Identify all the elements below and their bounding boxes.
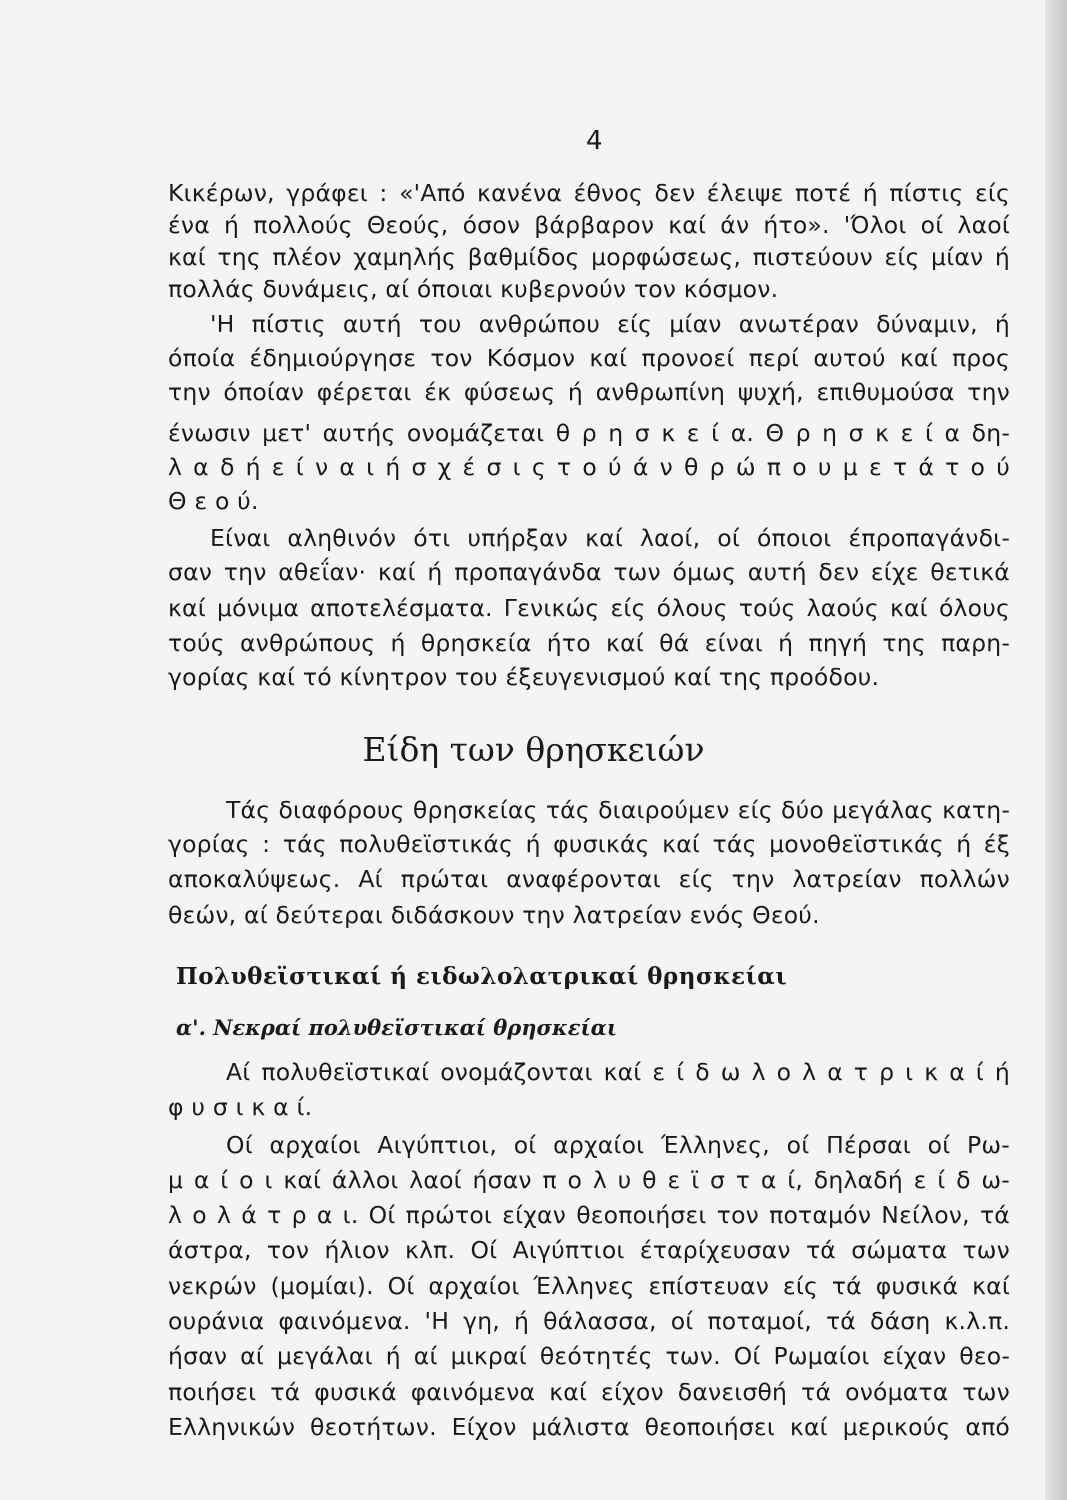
page-number: 4	[586, 126, 603, 156]
text-line: Αί πολυθεϊστικαί ονομάζονται καί ε ί δ ω λ ο λ α τ ρ ι κ α ί ή	[226, 1058, 1010, 1086]
text-line: ουράνια φαινόμενα. 'Η γη, ή θάλασσα, οί ποταμοί, τά δάση κ.λ.π.	[168, 1307, 1010, 1335]
text-line: λ α δ ή ε ί ν α ι ή σ χ έ σ ι ς τ ο ύ ά ν θ ρ ώ π ο υ μ ε τ ά τ ο ύ	[168, 453, 1010, 481]
text-line: όποία έδημιούργησε τον Κόσμον καί προνοεί περί αυτού καί προς	[168, 344, 1010, 372]
text-line: τούς ανθρώπους ή θρησκεία ήτο καί θά είναι ή πηγή της παρη-	[168, 629, 1010, 657]
text-line: την όποίαν φέρεται έκ φύσεως ή ανθρωπίνη ψυχή, επιθυμούσα την	[168, 378, 1010, 406]
text-line: Κικέρων, γράφει : «'Από κανένα έθνος δεν έλειψε ποτέ ή πίστις είς	[168, 179, 1010, 207]
text-line: Θ ε ο ύ.	[168, 487, 259, 515]
text-line: γορίας : τάς πολυθεϊστικάς ή φυσικάς καί τάς μονοθεϊστικάς ή έξ	[168, 830, 1010, 858]
text-line: ένα ή πολλούς Θεούς, όσον βάρβαρον καί άν ήτο». 'Όλοι οί λαοί	[168, 211, 1010, 239]
text-line: 'Η πίστις αυτή του ανθρώπου είς μίαν ανωτέραν δύναμιν, ή	[210, 310, 1010, 338]
text-line: Τάς διαφόρους θρησκείας τάς διαιρούμεν είς δύο μεγάλας κατη-	[226, 796, 1010, 824]
subsubsection-heading: α'. Νεκραί πολυθεϊστικαί θρησκείαι	[176, 1015, 617, 1040]
text-line: σαν την αθεΐαν· καί ή προπαγάνδα των όμως αυτή δεν είχε θετικά	[168, 558, 1010, 586]
text-line: Οί αρχαίοι Αιγύπτιοι, οί αρχαίοι Έλληνες, οί Πέρσαι οί Ρω-	[226, 1131, 1010, 1159]
text-line: θεών, αί δεύτεραι διδάσκουν την λατρείαν ενός Θεού.	[168, 901, 820, 929]
text-line: ποιήσει τά φυσικά φαινόμενα καί είχον δανεισθή τά ονόματα των	[168, 1378, 1010, 1406]
subsection-heading: Πολυθεϊστικαί ή ειδωλολατρικαί θρησκείαι	[176, 963, 788, 990]
text-line: καί της πλέον χαμηλής βαθμίδος μορφώσεως, πιστεύουν είς μίαν ή	[168, 243, 1010, 271]
text-line: πολλάς δυνάμεις, αί όποιαι κυβερνούν τον κόσμον.	[168, 275, 779, 303]
text-line: αποκαλύψεως. Αί πρώται αναφέρονται είς την λατρείαν πολλών	[168, 865, 1010, 893]
text-line: μ α ί ο ι καί άλλοι λαοί ήσαν π ο λ υ θ ε ϊ σ τ α ί, δηλαδή ε ί δ ω-	[168, 1166, 1010, 1194]
section-heading: Είδη των θρησκειών	[362, 730, 705, 769]
text-line: Ελληνικών θεοτήτων. Είχον μάλιστα θεοποιήσει καί μερικούς από	[168, 1413, 1010, 1441]
text-line: νεκρών (μομίαι). Οί αρχαίοι Έλληνες επίστευαν είς τά φυσικά καί	[168, 1272, 1010, 1300]
text-line: λ ο λ ά τ ρ α ι. Οί πρώτοι είχαν θεοποιήσει τον ποταμόν Νείλον, τά	[168, 1201, 1010, 1229]
text-line: ήσαν αί μεγάλαι ή αί μικραί θεότητές των. Οί Ρωμαίοι είχαν θεο-	[168, 1342, 1010, 1370]
text-line: ένωσιν μετ' αυτής ονομάζεται θ ρ η σ κ ε ί α. Θ ρ η σ κ ε ί α δη-	[168, 419, 1010, 447]
text-line: καί μόνιμα αποτελέσματα. Γενικώς είς όλους τούς λαούς καί όλους	[168, 594, 1010, 622]
text-line: φ υ σ ι κ α ί.	[168, 1093, 313, 1121]
text-line: γορίας καί τό κίνητρον του έξευγενισμού καί της προόδου.	[168, 663, 880, 691]
text-line: Είναι αληθινόν ότι υπήρξαν καί λαοί, οί όποιοι έπροπαγάνδι-	[210, 524, 1010, 552]
text-line: άστρα, τον ήλιον κλπ. Οί Αιγύπτιοι έταρίχευσαν τά σώματα των	[168, 1236, 1010, 1264]
